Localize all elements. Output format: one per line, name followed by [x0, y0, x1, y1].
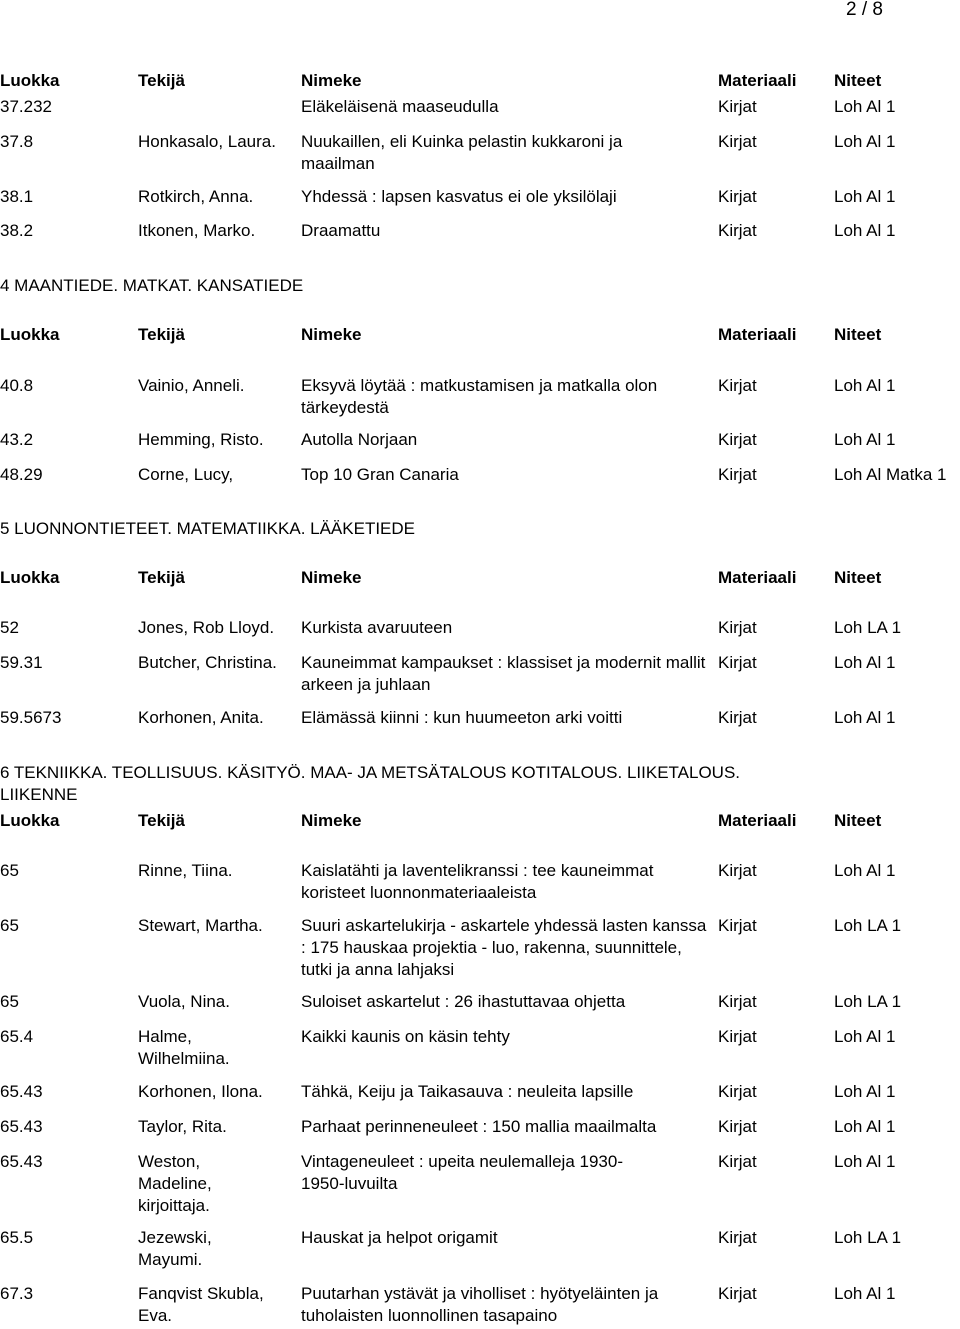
header-tekija: Tekijä — [138, 325, 185, 344]
row-tekija: Jezewski, Mayumi. — [138, 1228, 212, 1269]
row-materiaali: Kirjat — [718, 132, 757, 151]
header-nimeke: Nimeke — [301, 71, 362, 90]
row-nimeke: Kaislatähti ja laventelikranssi : tee kauneimmat koristeet luonnonmateriaaleista — [301, 861, 654, 902]
row-luokka: 52 — [0, 618, 19, 637]
row-nimeke: Draamattu — [301, 221, 381, 240]
header-luokka: Luokka — [0, 811, 60, 830]
row-nimeke: Eksyvä löytää : matkustamisen ja matkalla olon tärkeydestä — [301, 376, 658, 417]
row-tekija: Itkonen, Marko. — [138, 221, 256, 240]
header-niteet: Niteet — [834, 568, 882, 587]
row-luokka: 65 — [0, 992, 19, 1011]
row-luokka: 65.43 — [0, 1152, 43, 1171]
header-luokka: Luokka — [0, 568, 60, 587]
row-nimeke: Puutarhan ystävät ja viholliset : hyötyeläinten ja tuholaisten luonnollinen tasapaino — [301, 1284, 659, 1325]
row-nimeke: Tähkä, Keiju ja Taikasauva : neuleita lapsille — [301, 1082, 634, 1101]
section-title: 4 MAANTIEDE. MATKAT. KANSATIEDE — [0, 276, 304, 295]
row-materiaali: Kirjat — [718, 1228, 757, 1247]
header-luokka: Luokka — [0, 71, 60, 90]
row-materiaali: Kirjat — [718, 187, 757, 206]
row-tekija: Jones, Rob Lloyd. — [138, 618, 275, 637]
row-nimeke: Kurkista avaruuteen — [301, 618, 453, 637]
row-niteet: Loh LA 1 — [834, 916, 902, 935]
row-materiaali: Kirjat — [718, 992, 757, 1011]
row-materiaali: Kirjat — [718, 221, 757, 240]
row-luokka: 37.8 — [0, 132, 34, 151]
header-tekija: Tekijä — [138, 568, 185, 587]
page-number: 2 / 8 — [846, 0, 883, 20]
section-title: 6 TEKNIIKKA. TEOLLISUUS. KÄSITYÖ. MAA- JA METSÄTALOUS KOTITALOUS. LIIKETALOUS. LIIKENNE — [0, 763, 741, 804]
row-materiaali: Kirjat — [718, 465, 757, 484]
row-luokka: 37.232 — [0, 97, 52, 116]
row-luokka: 59.31 — [0, 653, 43, 672]
row-materiaali: Kirjat — [718, 618, 757, 637]
row-nimeke: Top 10 Gran Canaria — [301, 465, 459, 484]
section-title: 5 LUONNONTIETEET. MATEMATIIKKA. LÄÄKETIEDE — [0, 519, 416, 538]
row-materiaali: Kirjat — [718, 430, 757, 449]
header-materiaali: Materiaali — [718, 325, 797, 344]
row-materiaali: Kirjat — [718, 1027, 757, 1046]
row-luokka: 65 — [0, 916, 19, 935]
row-tekija: Stewart, Martha. — [138, 916, 263, 935]
header-luokka: Luokka — [0, 325, 60, 344]
row-niteet: Loh LA 1 — [834, 992, 902, 1011]
row-niteet: Loh Al 1 — [834, 1152, 896, 1171]
row-luokka: 38.2 — [0, 221, 34, 240]
row-niteet: Loh Al 1 — [834, 1284, 896, 1303]
header-tekija: Tekijä — [138, 71, 185, 90]
row-materiaali: Kirjat — [718, 1284, 757, 1303]
row-materiaali: Kirjat — [718, 1117, 757, 1136]
row-niteet: Loh Al 1 — [834, 221, 896, 240]
row-nimeke: Nuukaillen, eli Kuinka pelastin kukkaroni ja maailman — [301, 132, 623, 173]
row-niteet: Loh Al 1 — [834, 187, 896, 206]
row-luokka: 67.3 — [0, 1284, 34, 1303]
row-niteet: Loh LA 1 — [834, 618, 902, 637]
header-materiaali: Materiaali — [718, 568, 797, 587]
row-niteet: Loh Al 1 — [834, 653, 896, 672]
row-niteet: Loh LA 1 — [834, 1228, 902, 1247]
header-materiaali: Materiaali — [718, 71, 797, 90]
row-tekija: Taylor, Rita. — [138, 1117, 227, 1136]
row-niteet: Loh Al 1 — [834, 430, 896, 449]
row-tekija: Corne, Lucy, — [138, 465, 234, 484]
row-materiaali: Kirjat — [718, 97, 757, 116]
row-niteet: Loh Al 1 — [834, 132, 896, 151]
header-niteet: Niteet — [834, 71, 882, 90]
row-nimeke: Autolla Norjaan — [301, 430, 418, 449]
row-materiaali: Kirjat — [718, 916, 757, 935]
row-luokka: 38.1 — [0, 187, 34, 206]
row-nimeke: Yhdessä : lapsen kasvatus ei ole yksilölaji — [301, 187, 617, 206]
header-nimeke: Nimeke — [301, 568, 362, 587]
header-nimeke: Nimeke — [301, 325, 362, 344]
row-tekija: Halme, Wilhelmiina. — [138, 1027, 230, 1068]
row-nimeke: Eläkeläisenä maaseudulla — [301, 97, 499, 116]
row-niteet: Loh Al 1 — [834, 97, 896, 116]
row-tekija: Rotkirch, Anna. — [138, 187, 254, 206]
row-luokka: 65.43 — [0, 1082, 43, 1101]
row-luokka: 48.29 — [0, 465, 43, 484]
header-niteet: Niteet — [834, 325, 882, 344]
row-tekija: Hemming, Risto. — [138, 430, 264, 449]
row-luokka: 65 — [0, 861, 19, 880]
row-niteet: Loh Al 1 — [834, 376, 896, 395]
row-nimeke: Parhaat perinneneuleet : 150 mallia maailmalta — [301, 1117, 657, 1136]
row-nimeke: Suloiset askartelut : 26 ihastuttavaa ohjetta — [301, 992, 626, 1011]
row-nimeke: Kaikki kaunis on käsin tehty — [301, 1027, 510, 1046]
row-materiaali: Kirjat — [718, 708, 757, 727]
row-luokka: 40.8 — [0, 376, 34, 395]
row-materiaali: Kirjat — [718, 1082, 757, 1101]
row-nimeke: Elämässä kiinni : kun huumeeton arki voitti — [301, 708, 623, 727]
row-niteet: Loh Al 1 — [834, 1082, 896, 1101]
row-tekija: Fanqvist Skubla, Eva. — [138, 1284, 264, 1325]
row-niteet: Loh Al 1 — [834, 708, 896, 727]
header-tekija: Tekijä — [138, 811, 185, 830]
row-luokka: 65.43 — [0, 1117, 43, 1136]
row-luokka: 65.5 — [0, 1228, 34, 1247]
row-luokka: 65.4 — [0, 1027, 34, 1046]
row-materiaali: Kirjat — [718, 861, 757, 880]
row-tekija: Rinne, Tiina. — [138, 861, 233, 880]
row-tekija: Korhonen, Anita. — [138, 708, 264, 727]
row-nimeke: Kauneimmat kampaukset : klassiset ja modernit mallit arkeen ja juhlaan — [301, 653, 706, 694]
header-niteet: Niteet — [834, 811, 882, 830]
row-materiaali: Kirjat — [718, 653, 757, 672]
row-materiaali: Kirjat — [718, 376, 757, 395]
row-niteet: Loh Al 1 — [834, 1117, 896, 1136]
row-nimeke: Vintageneuleet : upeita neulemalleja 1930-1950-luvuilta — [301, 1152, 623, 1193]
header-materiaali: Materiaali — [718, 811, 797, 830]
row-niteet: Loh Al Matka 1 — [834, 465, 947, 484]
row-tekija: Butcher, Christina. — [138, 653, 277, 672]
row-tekija: Vainio, Anneli. — [138, 376, 245, 395]
row-luokka: 59.5673 — [0, 708, 62, 727]
row-luokka: 43.2 — [0, 430, 34, 449]
row-nimeke: Hauskat ja helpot origamit — [301, 1228, 498, 1247]
row-tekija: Korhonen, Ilona. — [138, 1082, 263, 1101]
row-niteet: Loh Al 1 — [834, 1027, 896, 1046]
row-materiaali: Kirjat — [718, 1152, 757, 1171]
row-tekija: Honkasalo, Laura. — [138, 132, 276, 151]
row-niteet: Loh Al 1 — [834, 861, 896, 880]
row-nimeke: Suuri askartelukirja - askartele yhdessä lasten kanssa : 175 hauskaa projektia - luo, rakenna, suunnittele, tutki ja anna lahjaksi — [301, 916, 707, 979]
row-tekija: Vuola, Nina. — [138, 992, 230, 1011]
header-nimeke: Nimeke — [301, 811, 362, 830]
row-tekija: Weston, Madeline, kirjoittaja. — [138, 1152, 212, 1215]
